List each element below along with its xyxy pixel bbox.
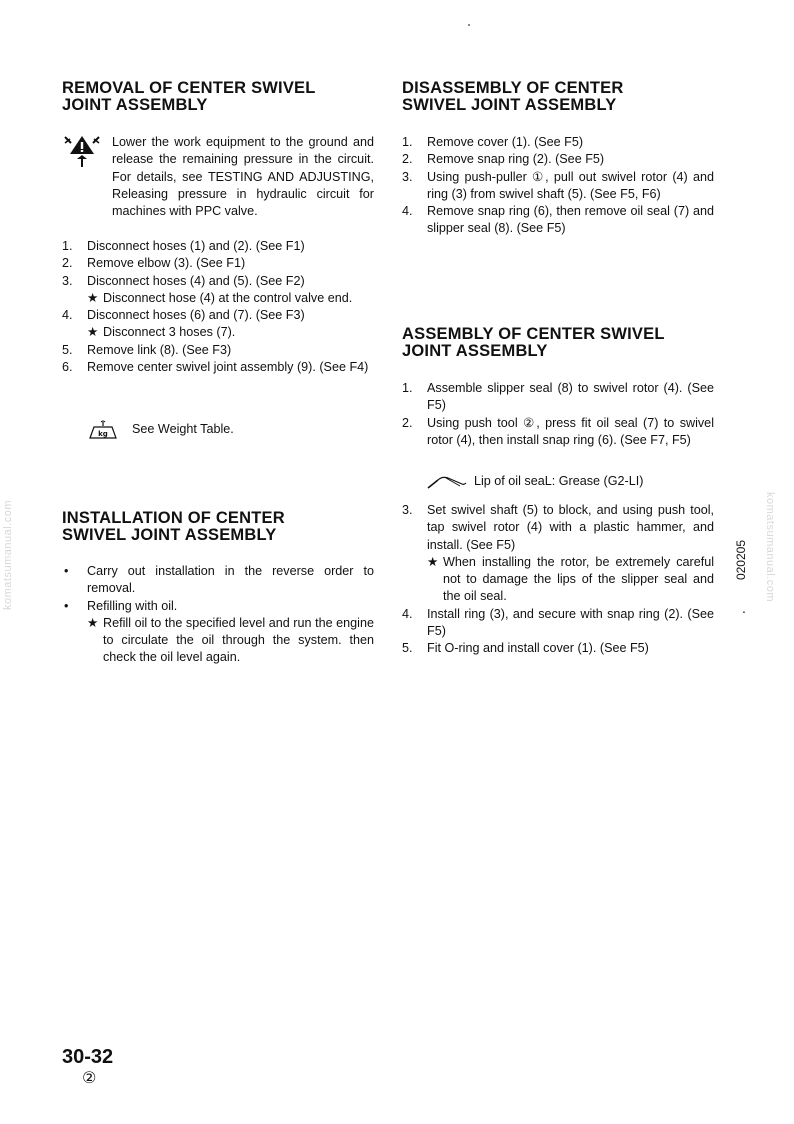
list-item: 2. Using push tool ②, press fit oil seal (7) to swivel rotor (4), then install snap ring (6). (See F7, F5) [402,415,714,447]
assembly-title: ASSEMBLY OF CENTER SWIVEL JOINT ASSEMBLY [402,325,665,360]
disassembly-title: DISASSEMBLY OF CENTER SWIVEL JOINT ASSEMBLY [402,79,624,114]
grease-text: Lip of oil seaL: Grease (G2-LI) [474,474,644,488]
installation-bullets [62,563,374,667]
note: ★ When installing the rotor, be extremely careful not to damage the lips of the slipper seal and the oil seal. [427,554,714,604]
note: ★ Disconnect hose (4) at the control valve end. [87,290,353,305]
disassembly-steps [402,134,714,238]
list-item: 1. Assemble slipper seal (8) to swivel rotor (4). (See F5) [402,381,714,413]
kg-label: kg [98,430,108,438]
list-item: 2. Remove elbow (3). (See F1) [62,256,246,271]
weight-text: See Weight Table. [132,422,234,437]
list-item: 6. Remove center swivel joint assembly (9). (See F4) [62,360,369,375]
list-item: 3. Disconnect hoses (4) and (5). (See F2) ★ Disconnect hose (4) at the control valve end. [62,273,374,308]
stray-mark [468,24,470,26]
list-item: 2. Remove snap ring (2). (See F5) [402,152,605,167]
note: ★ Disconnect 3 hoses (7). [87,325,236,340]
installation-title: INSTALLATION OF CENTER SWIVEL JOINT ASSEMBLY [62,509,285,544]
watermark-right: komatsumanual.com [764,492,776,602]
document-code: 020205 [734,540,748,581]
list-item: 4. Remove snap ring (6), then remove oil seal (7) and slipper seal (8). (See F5) [402,204,714,236]
revision-mark: ② [82,1070,97,1087]
side-dot: . [742,600,746,616]
list-item: 4. Disconnect hoses (6) and (7). (See F3) ★ Disconnect 3 hoses (7). [62,307,374,342]
list-item: 3. Using push-puller ①, pull out swivel rotor (4) and ring (3) from swivel shaft (5). (See F5, F6) [402,169,714,201]
warning-text: Lower the work equipment to the ground and release the remaining pressure in the circuit. For details, see TESTING AND ADJUSTING, Releasing pressure in hydraulic circuit for machines with PPC valve. [112,135,374,219]
note: ★ Refill oil to the specified level and run the engine to circulate the oil through the system. then check the oil level again. [87,615,374,665]
watermark-left: komatsumanual.com [2,500,14,610]
weight-kg-icon [86,420,120,440]
weight-note [86,420,234,440]
list-item: • Refilling with oil. ★ Refill oil to the specified level and run the engine to circulate the oil through the system. then check the oil level again. [62,598,374,667]
list-item: 5. Fit O-ring and install cover (1). (See F5) [402,641,649,656]
list-item: 4. Install ring (3), and secure with snap ring (2). (See F5) [402,606,714,639]
assembly-steps-a [402,380,714,449]
list-item: 1. Remove cover (1). (See F5) [402,135,584,149]
removal-title: REMOVAL OF CENTER SWIVEL JOINT ASSEMBLY [62,79,316,114]
list-item: 3. Set swivel shaft (5) to block, and using push tool, tap swivel rotor (4) with a plastic hammer, and install. (See F5) ★ When installing the rotor, be extremely careful not to damage the lips of the slipper seal and the oil seal. [402,502,714,606]
grease-note [426,473,643,490]
list-item: • Carry out installation in the reverse order to removal. [64,564,374,596]
grease-gun-icon [426,474,468,490]
page-number: 30-32 [62,1046,114,1068]
list-item: 1. Disconnect hoses (1) and (2). (See F1) [62,239,305,253]
removal-warning [62,134,374,220]
warning-triangle-icon [62,134,102,170]
list-item: 5. Remove link (8). (See F3) [62,342,232,357]
removal-steps [62,238,374,376]
assembly-steps-b [402,502,714,658]
